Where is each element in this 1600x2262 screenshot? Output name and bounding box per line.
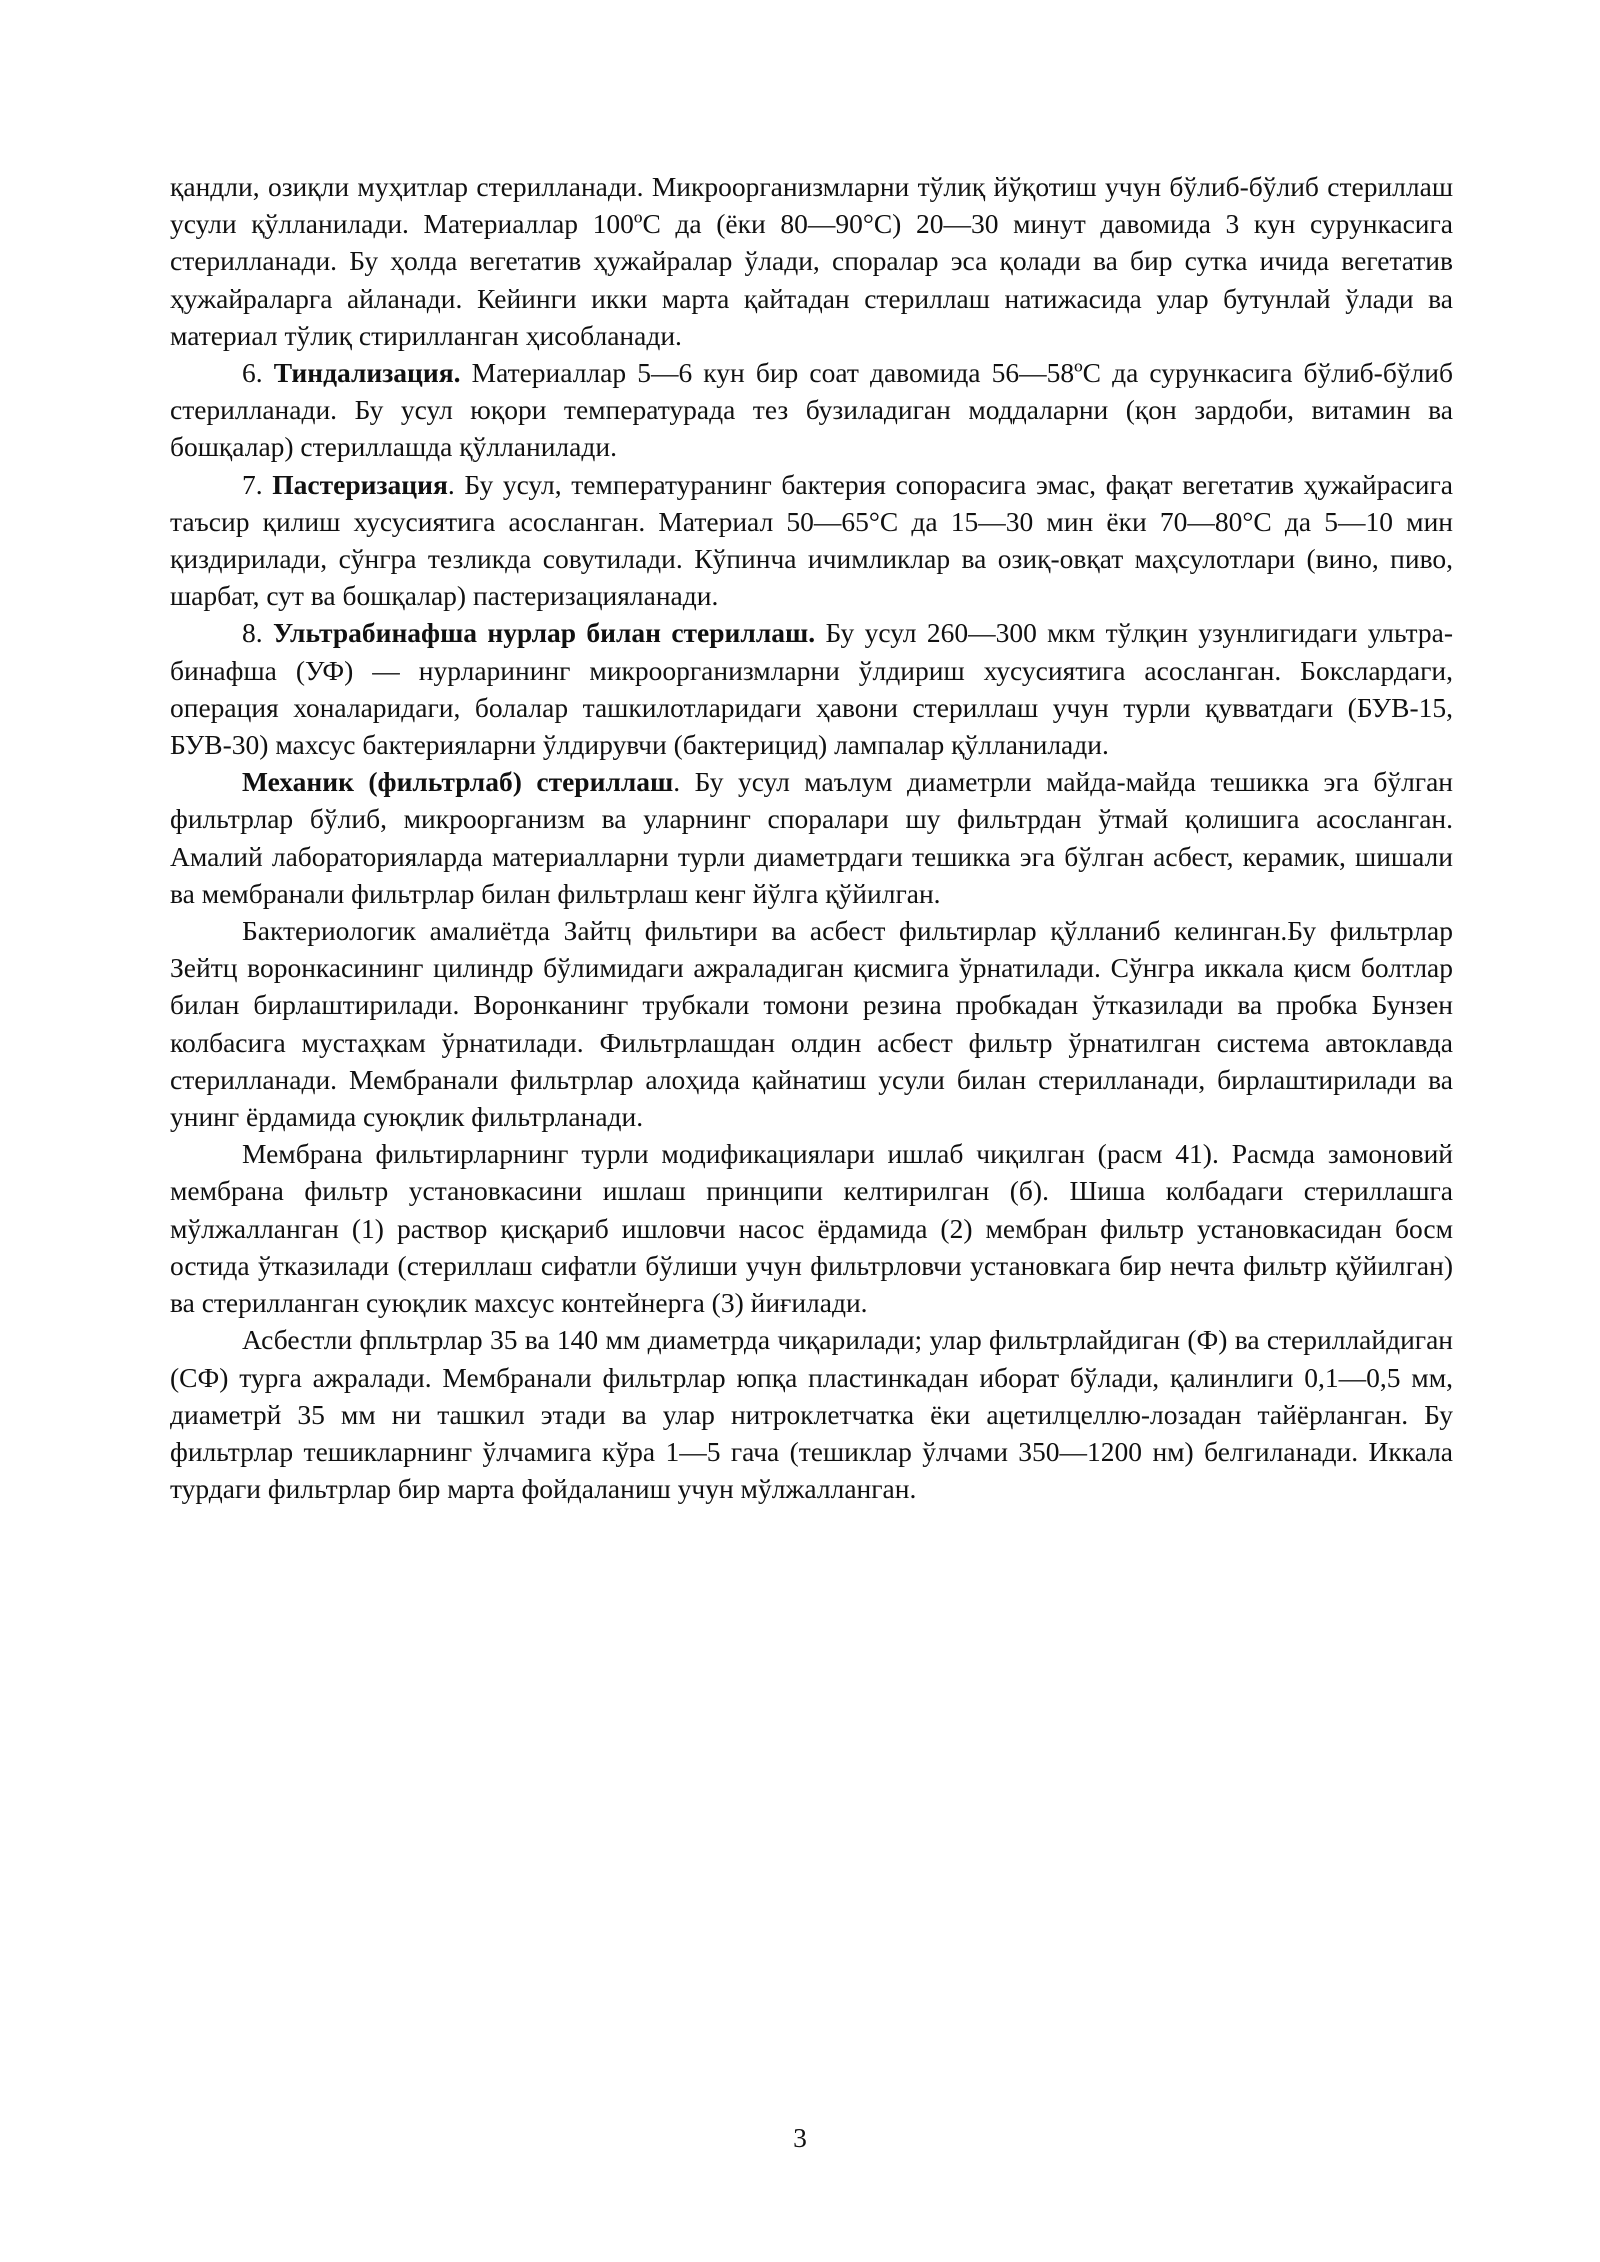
section-heading-tyndallization: Тиндализация. <box>273 357 461 389</box>
paragraph-text: қандли, озиқли муҳитлар стерилланади. Микроорганизмларни тўлиқ йўқотиш учун бўлиб-бўлиб стериллаш усули қўлланилади. Материаллар 100ºС да (ёки 80—90°С) 20—30 минут давомида 3 кун сурункасига стерилланади. Бу ҳолда вегетатив ҳужайралар ўлади, споралар эса қолади ва бир сутка ичида вегетатив ҳужайраларга айланади. Кейинги икки марта қайтадан стериллаш натижасида улар бутунлай ўлади ва материал тўлиқ стирилланган ҳисобланади. <box>170 171 1453 351</box>
paragraph-text: Бу усул 260—300 мкм тўлқин узунлигидаги ультра-бинафша (УФ) — нурларининг микроорганизмларни ўлдириш хусусиятига асосланган. Бокслардаги, операция хоналаридаги, болалар ташкилотларидаги ҳавони стериллаш учун турли қувватдаги (БУВ-15, БУВ-30) махсус бактерияларни ўлдирувчи (бактерицид) лампалар қўлланилади. <box>170 617 1453 761</box>
paragraph-membrane-filters <box>170 1135 1453 1321</box>
paragraph-number: 7. <box>242 468 273 500</box>
paragraph-text: . Бу усул маълум диаметрли майда-майда тешикка эга бўлган фильтрлар бўлиб, микроорганизм ва уларнинг споралари шу фильтрдан ўтмай қолишига асосланган. Амалий лабораторияларда материалларни турли диаметрдаги тешикка эга бўлган асбест, керамик, шишали ва мембранали фильтрлар билан фильтрлаш кенг йўлга қўйилган. <box>170 766 1453 909</box>
page-number: 3 <box>793 2122 807 2153</box>
paragraph-uv-sterilization <box>170 614 1453 763</box>
section-heading-uv-sterilization: Ультрабинафша нурлар билан стериллаш. <box>272 617 816 649</box>
paragraph-mechanical-filtration <box>170 763 1453 912</box>
paragraph-text: Бактериологик амалиётда Зайтц фильтири ва асбест фильтирлар қўлланиб келинган.Бу фильтрлар Зейтц воронкасининг цилиндр бўлимидаги ажраладиган қисмига ўрнатилади. Сўнгра иккала қисм болтлар билан бирлаштирилади. Воронканинг трубкали томони резина пробкадан ўтказилади ва пробка Бунзен колбасига мустаҳкам ўрнатилади. Фильтрлашдан олдин асбест фильтр ўрнатилган система автоклавда стерилланади. Мембранали фильтрлар алоҳида қайнатиш усули билан стерилланади, бирлаштирилади ва унинг ёрдамида суюқлик фильтрланади. <box>170 915 1453 1133</box>
paragraph-tyndallization <box>170 354 1453 466</box>
section-heading-mechanical-filtration: Механик (фильтрлаб) стериллаш <box>242 766 674 798</box>
paragraph-asbestos-filters <box>170 1321 1453 1507</box>
section-heading-pasteurization: Пастеризация <box>272 468 448 500</box>
paragraph-number: 6. <box>242 357 274 389</box>
paragraph-text: . Бу усул, температуранинг бактерия сопорасига эмас, фақат вегетатив ҳужайрасига таъсир қилиш хусусиятига асосланган. Материал 50—65°С да 15—30 мин ёки 70—80°С да 5—10 мин қиздирилади, сўнгра тезликда совутилади. Кўпинча ичимликлар ва озиқ-овқат маҳсулотлари (вино, пиво, шарбат, сут ва бошқалар) пастеризацияланади. <box>170 468 1453 612</box>
paragraph-seitz-filters <box>170 912 1453 1135</box>
paragraph-text: Мембрана фильтирларнинг турли модификациялари ишлаб чиқилган (расм 41). Расмда замоновий мембрана фильтр установкасини ишлаш принципи келтирилган (б). Шиша колбадаги стериллашга мўлжалланган (1) раствор қисқариб ишловчи насос ёрдамида (2) мембран фильтр установкасидан босм остида ўтказилади (стериллаш сифатли бўлиши учун фильтрловчи установкага бир нечта фильтр қўйилган) ва стерилланган суюқлик махсус контейнерга (3) йиғилади. <box>170 1138 1453 1319</box>
paragraph-text: Материаллар 5—6 кун бир соат давомида 56—58ºС да сурункасига бўлиб-бўлиб стерилланади. Бу усул юқори температурада тез бузиладиган моддаларни (қон зардоби, витамин ва бошқалар) стериллашда қўлланилади. <box>170 357 1454 463</box>
paragraph-text: Асбестли фпльтрлар 35 ва 140 мм диаметрда чиқарилади; улар фильтрлайдиган (Ф) ва стериллайдиган (СФ) турга ажралади. Мембранали фильтрлар юпқа пластинкадан иборат бўлади, қалинлиги 0,1—0,5 мм, диаметрй 35 мм ни ташкил этади ва улар нитроклетчатка ёки ацетилцеллю-лозадан тайёрланган. Бу фильтрлар тешикларнинг ўлчамига кўра 1—5 гача (тешиклар ўлчами 350—1200 нм) белгиланади. Иккала турдаги фильтрлар бир марта фойдаланиш учун мўлжалланган. <box>170 1324 1453 1505</box>
paragraph-pasteurization <box>170 466 1453 615</box>
paragraph-number: 8. <box>242 617 273 649</box>
paragraph-sterilization-intro <box>170 168 1453 354</box>
document-body <box>170 168 1453 1507</box>
